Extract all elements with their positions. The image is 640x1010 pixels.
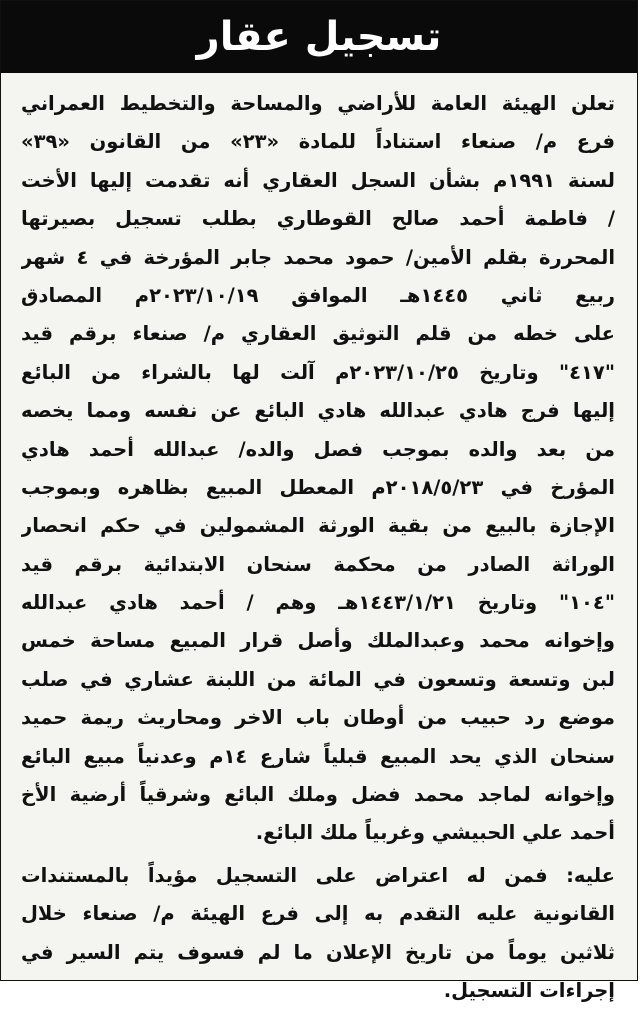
- text-line: فرع م/ صنعاء استناداً للمادة «٢٣» من القانون «٣٩»: [21, 130, 615, 154]
- text-line: / فاطمة أحمد صالح القوطاري بطلب تسجيل بصيرتها: [21, 207, 615, 231]
- text-line: الإجازة بالبيع من بقية الورثة المشمولين في حكم انحصار: [21, 514, 615, 538]
- text-line: ربيع ثاني ١٤٤٥هـ الموافق ٢٠٢٣/١٠/١٩م المصادق: [21, 283, 615, 307]
- text-line: على خطه من قلم التوثيق العقاري م/ صنعاء برقم قيد: [21, 322, 615, 346]
- text-line: تعلن الهيئة العامة للأراضي والمساحة والتخطيط العمراني: [21, 92, 615, 115]
- notice-paragraph-announcement: [21, 85, 615, 853]
- text-line: وإخوانه لماجد محمد فضل وملك البائع وشرقياً أرضية الأخ: [21, 783, 615, 807]
- text-line: سنحان الذي يحد المبيع قبلياً شارع ١٤م وعدنياً مبيع البائع: [21, 744, 615, 768]
- title-bar: [1, 1, 637, 73]
- text-line: "٤١٧" وتاريخ ٢٠٢٣/١٠/٢٥م آلت لها بالشراء من البائع: [21, 360, 615, 384]
- text-line: أحمد علي الحبيشي وغربياً ملك البائع.: [255, 821, 615, 845]
- text-line: الوراثة الصادر من محكمة سنحان الابتدائية برقم قيد: [21, 552, 615, 576]
- text-line: موضع رد حبيب من أوطان باب الاخر ومحاريث ريمة حميد: [21, 706, 615, 730]
- text-line: لبن وتسعة وتسعون في المائة من اللبنة عشاري في صلب: [21, 667, 615, 691]
- text-line: من بعد والده بموجب فصل والده/ عبدالله أحمد هادي: [21, 437, 615, 461]
- text-line: المؤرخ في ٢٠١٨/٥/٢٣م المعطل المبيع بظاهره وبموجب: [21, 475, 615, 499]
- notice-title: تسجيل عقار: [196, 14, 442, 60]
- text-line: إجراءات التسجيل.: [443, 978, 615, 1002]
- text-line: عليه: فمن له اعتراض على التسجيل مؤيداً بالمستندات: [21, 863, 615, 887]
- notice-body: [1, 73, 637, 1010]
- text-line: وإخوانه محمد وعبدالملك وأصل قرار المبيع مساحة خمس: [21, 629, 615, 653]
- text-line: المحررة بقلم الأمين/ حمود محمد جابر المؤرخة في ٤ شهر: [21, 245, 615, 269]
- text-line: لسنة ١٩٩١م بشأن السجل العقاري أنه تقدمت إليها الأخت: [21, 168, 615, 192]
- text-line: "١٠٤" وتاريخ ١٤٤٣/١/٢١هـ وهم / أحمد هادي عبدالله: [21, 591, 615, 615]
- text-line: القانونية عليه التقدم به إلى فرع الهيئة م/ صنعاء خلال: [21, 902, 615, 926]
- notice-paragraph-objection: [21, 857, 615, 1010]
- text-line: ثلاثين يوماً من تاريخ الإعلان ما لم فسوف يتم السير في: [21, 940, 615, 964]
- text-line: إليها فرج هادي عبدالله هادي البائع عن نفسه ومما يخصه: [21, 399, 615, 423]
